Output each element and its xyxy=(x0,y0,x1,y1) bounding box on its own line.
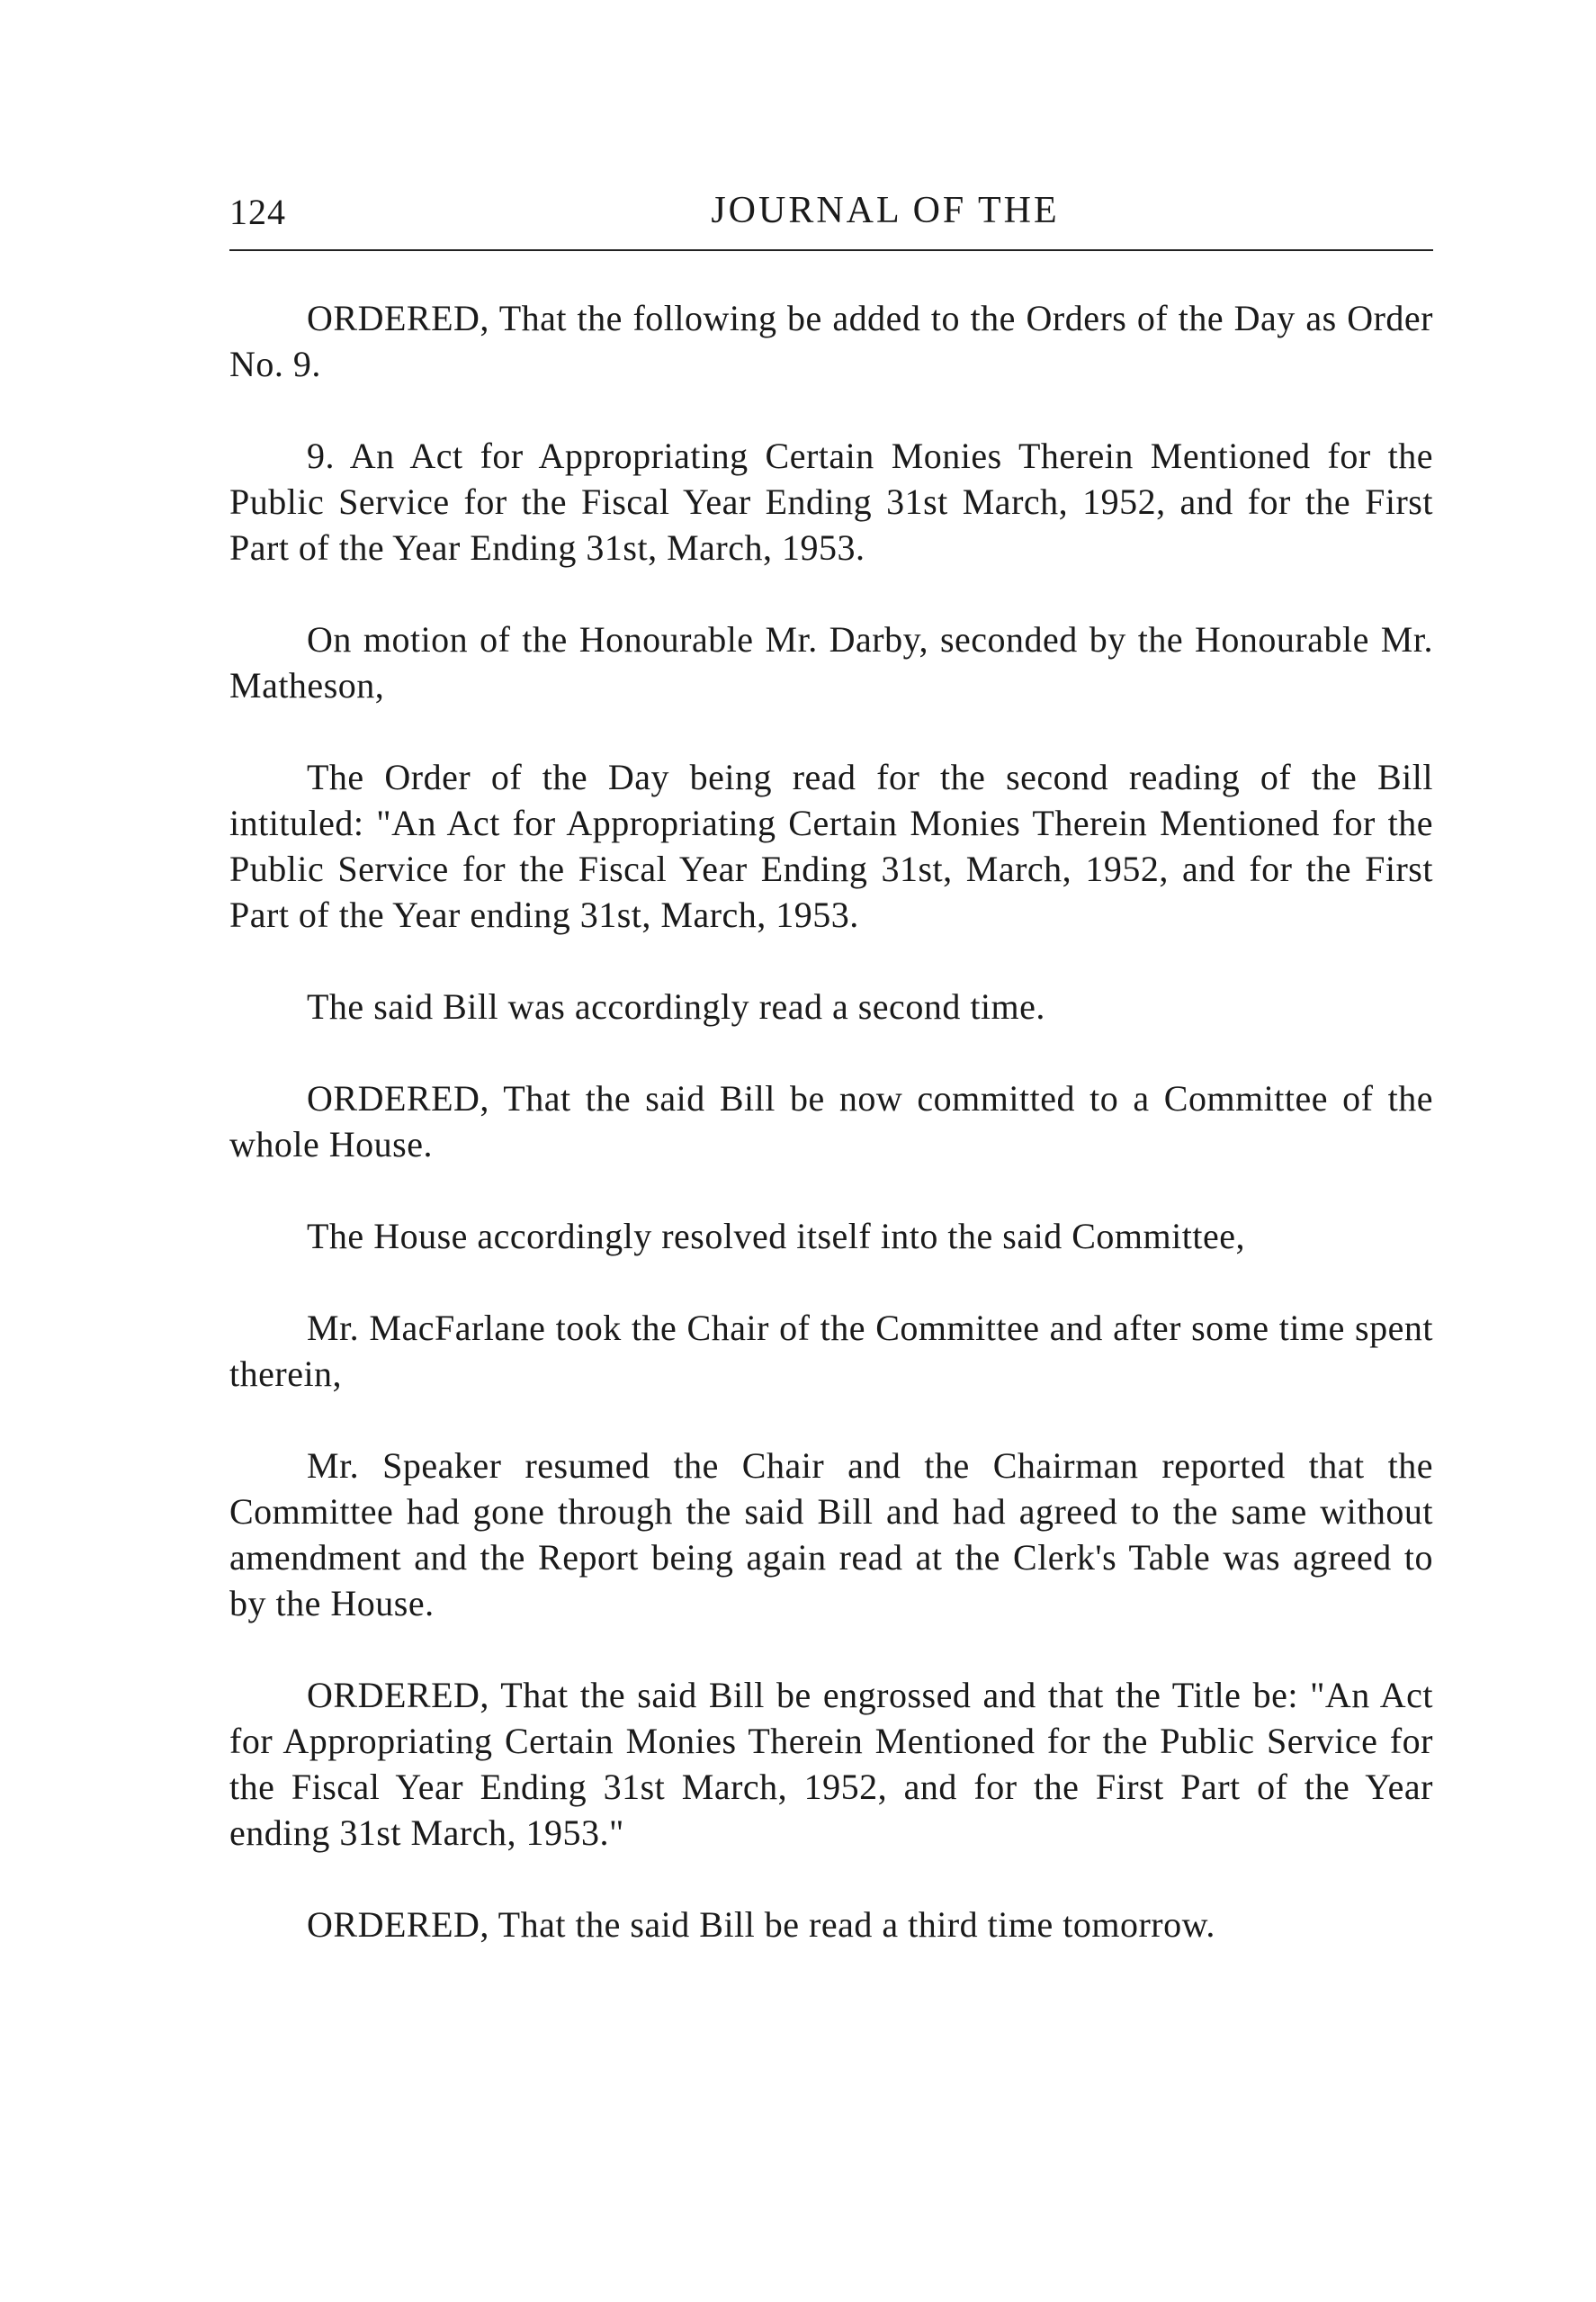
running-head: JOURNAL OF THE xyxy=(711,190,1060,231)
paragraph-motion: On motion of the Honourable Mr. Darby, seconded by the Honourable Mr. Matheson, xyxy=(229,619,1433,706)
paragraph-resolved: The House accordingly resolved itself into the said Committee, xyxy=(307,1216,1245,1256)
page-header xyxy=(229,187,1433,250)
paragraph-order-added: ORDERED, That the following be added to the Orders of the Day as Order No. 9. xyxy=(229,298,1433,384)
paragraph-engrossed: ORDERED, That the said Bill be engrossed and that the Title be: "An Act for Appropriating Certain Monies Therein Mentioned for the Public Service for the Fiscal Year Ending 31st March, 1952, and for the First Part of the Year ending 31st March, 1953." xyxy=(229,1675,1433,1853)
page-number: 124 xyxy=(229,192,286,232)
paragraph-chair: Mr. MacFarlane took the Chair of the Committee and after some time spent therein, xyxy=(229,1308,1433,1394)
paragraph-read-second-time: The said Bill was accordingly read a second time. xyxy=(307,986,1045,1027)
paragraph-committed: ORDERED, That the said Bill be now committed to a Committee of the whole House. xyxy=(229,1078,1433,1164)
paragraph-order-9: 9. An Act for Appropriating Certain Monies Therein Mentioned for the Public Service for the Fiscal Year Ending 31st March, 1952, and for the First Part of the Year Ending 31st, March, 1953. xyxy=(229,436,1433,568)
header-rule xyxy=(229,249,1433,251)
paragraph-third-reading: ORDERED, That the said Bill be read a third time tomorrow. xyxy=(307,1904,1215,1945)
paragraph-report: Mr. Speaker resumed the Chair and the Chairman reported that the Committee had gone through the said Bill and had agreed to the same without amendment and the Report being again read at the Clerk's Table was agreed to by the House. xyxy=(229,1445,1433,1623)
paragraph-second-reading: The Order of the Day being read for the second reading of the Bill intituled: "An Act for Appropriating Certain Monies Therein Mentioned for the Public Service for the Fiscal Year Ending 31st, March, 1952, and for the First Part of the Year ending 31st, March, 1953. xyxy=(229,757,1433,935)
journal-body xyxy=(229,295,1433,1947)
